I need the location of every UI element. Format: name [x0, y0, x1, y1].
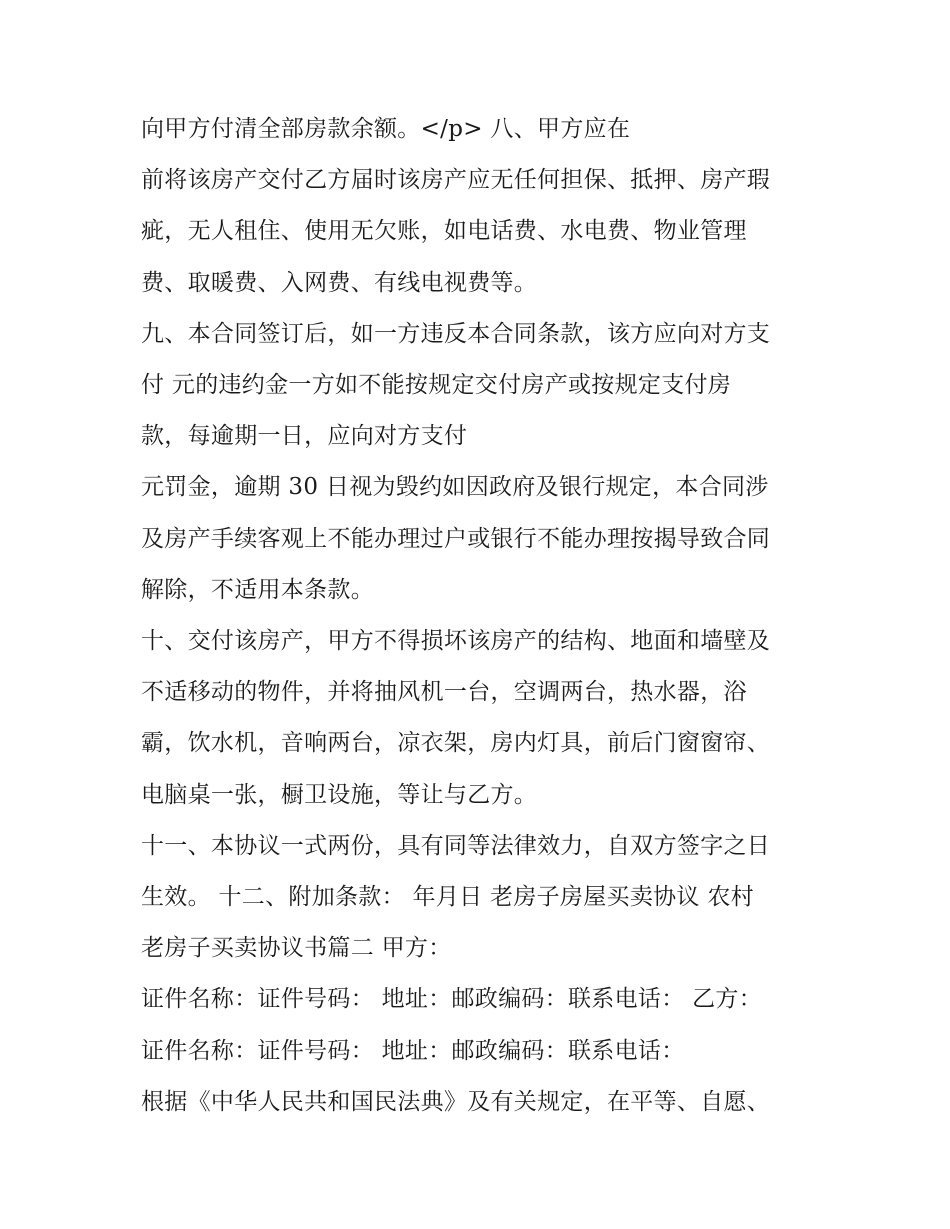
text-line: 款，每逾期一日，应向对方支付	[141, 423, 468, 450]
text-line: 证件名称：证件号码： 地址：邮政编码：联系电话：	[141, 1037, 685, 1064]
text-line: 根据《中华人民共和国民法典》及有关规定，在平等、自愿、	[141, 1088, 771, 1115]
text-line: 十一、本协议一式两份，具有同等法律效力，自双方签字之日	[141, 832, 771, 859]
text-line: 疵，无人租住、使用无欠账，如电话费、水电费、物业管理	[141, 218, 747, 245]
text-line: 元罚金，逾期 30 日视为毁约如因政府及银行规定，本合同涉	[141, 474, 769, 501]
text-line: 付 元的违约金一方如不能按规定交付房产或按规定支付房	[141, 372, 732, 399]
text-line: 费、取暖费、入网费、有线电视费等。	[141, 269, 538, 296]
text-line: 九、本合同签订后，如一方违反本合同条款，该方应向对方支	[141, 320, 771, 347]
text-line: 解除，不适用本条款。	[141, 576, 374, 603]
text-line: 向甲方付清全部房款余额。</p> 八、甲方应在	[141, 116, 631, 142]
text-line: 及房产手续客观上不能办理过户或银行不能办理按揭导致合同	[141, 525, 771, 552]
text-line: 不适移动的物件，并将抽风机一台，空调两台，热水器，浴	[141, 679, 747, 706]
text-line: 证件名称：证件号码： 地址：邮政编码：联系电话： 乙方：	[141, 986, 763, 1013]
text-line: 生效。 十二、附加条款： 年月日 老房子房屋买卖协议 农村	[141, 884, 754, 911]
text-line: 电脑桌一张，橱卫设施，等让与乙方。	[141, 781, 538, 808]
text-line: 老房子买卖协议书篇二 甲方：	[141, 935, 452, 962]
text-line: 前将该房产交付乙方届时该房产应无任何担保、抵押、房产瑕	[141, 167, 771, 194]
text-line: 霸，饮水机，音响两台，凉衣架，房内灯具，前后门窗窗帘、	[141, 730, 771, 757]
document-body	[141, 104, 831, 1128]
text-line: 十、交付该房产，甲方不得损坏该房产的结构、地面和墙壁及	[141, 628, 771, 655]
